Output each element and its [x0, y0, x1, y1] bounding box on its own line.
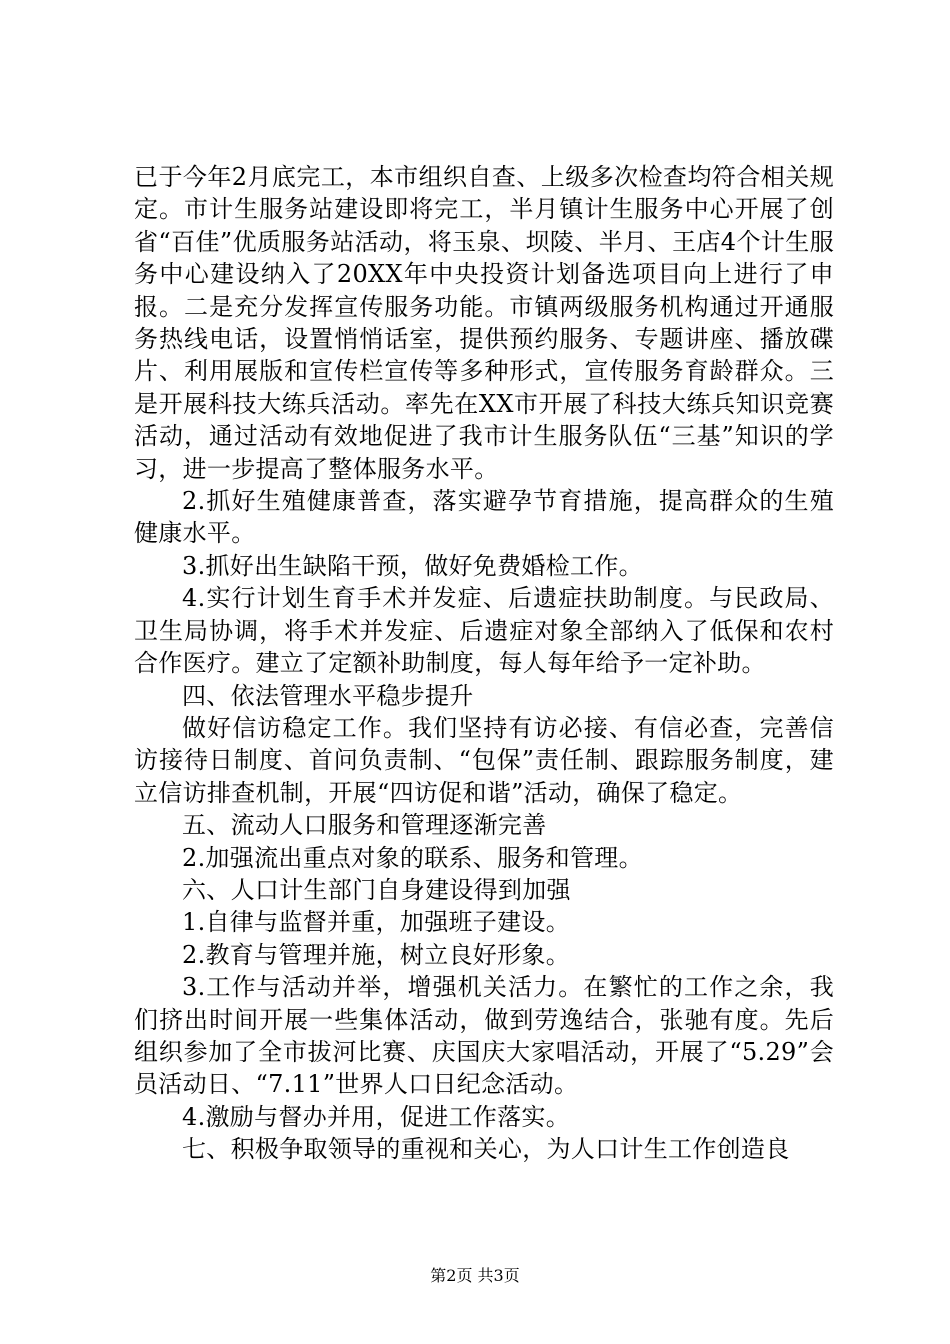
paragraph-1: 已于今年2月底完工，本市组织自查、上级多次检查均符合相关规定。市计生服务站建设即将完工，半月镇计生服务中心开展了创省“百佳”优质服务站活动，将玉泉、坝陵、半月、王店4个计生服务中心建设纳入了20XX年中央投资计划备选项目向上进行了申报。二是充分发挥宣传服务功能。市镇两级服务机构通过开通服务热线电话，设置悄悄话室，提供预约服务、专题讲座、播放碟片、利用展版和宣传栏宣传等多种形式，宣传服务育龄群众。三是开展科技大练兵活动。率先在XX市开展了科技大练兵知识竞赛活动，通过活动有效地促进了我市计生服务队伍“三基”知识的学习，进一步提高了整体服务水平。	[134, 163, 834, 483]
section-heading-6: 六、人口计生部门自身建设得到加强	[182, 875, 571, 904]
page-footer	[0, 1266, 950, 1286]
section-heading-4: 四、依法管理水平稳步提升	[182, 681, 474, 710]
section-heading-7: 七、积极争取领导的重视和关心，为人口计生工作创造良	[182, 1135, 790, 1164]
document-body	[134, 161, 834, 1166]
paragraph-6: 2.加强流出重点对象的联系、服务和管理。	[182, 843, 643, 872]
paragraph-5: 做好信访稳定工作。我们坚持有访必接、有信必查，完善信访接待日制度、首问负责制、“包保”责任制、跟踪服务制度，建立信访排查机制，开展“四访促和谐”活动，确保了稳定。	[134, 713, 834, 807]
paragraph-4: 4.实行计划生育手术并发症、后遗症扶助制度。与民政局、卫生局协调，将手术并发症、后遗症对象全部纳入了低保和农村合作医疗。建立了定额补助制度，每人每年给予一定补助。	[134, 584, 834, 678]
paragraph-7: 1.自律与监督并重，加强班子建设。	[182, 908, 570, 937]
section-heading-5: 五、流动人口服务和管理逐渐完善	[182, 811, 547, 840]
paragraph-8: 2.教育与管理并施，树立良好形象。	[182, 940, 570, 969]
paragraph-2: 2.抓好生殖健康普查，落实避孕节育措施，提高群众的生殖健康水平。	[134, 487, 834, 548]
paragraph-9: 3.工作与活动并举，增强机关活力。在繁忙的工作之余，我们挤出时间开展一些集体活动，做到劳逸结合，张驰有度。先后组织参加了全市拔河比赛、庆国庆大家唱活动，开展了“5.29”会员活动日、“7.11”世界人口日纪念活动。	[134, 973, 834, 1099]
paragraph-10: 4.激励与督办并用，促进工作落实。	[182, 1102, 570, 1131]
page-number-label: 第2页 共3页	[430, 1266, 520, 1285]
paragraph-3: 3.抓好出生缺陷干预，做好免费婚检工作。	[182, 551, 643, 580]
